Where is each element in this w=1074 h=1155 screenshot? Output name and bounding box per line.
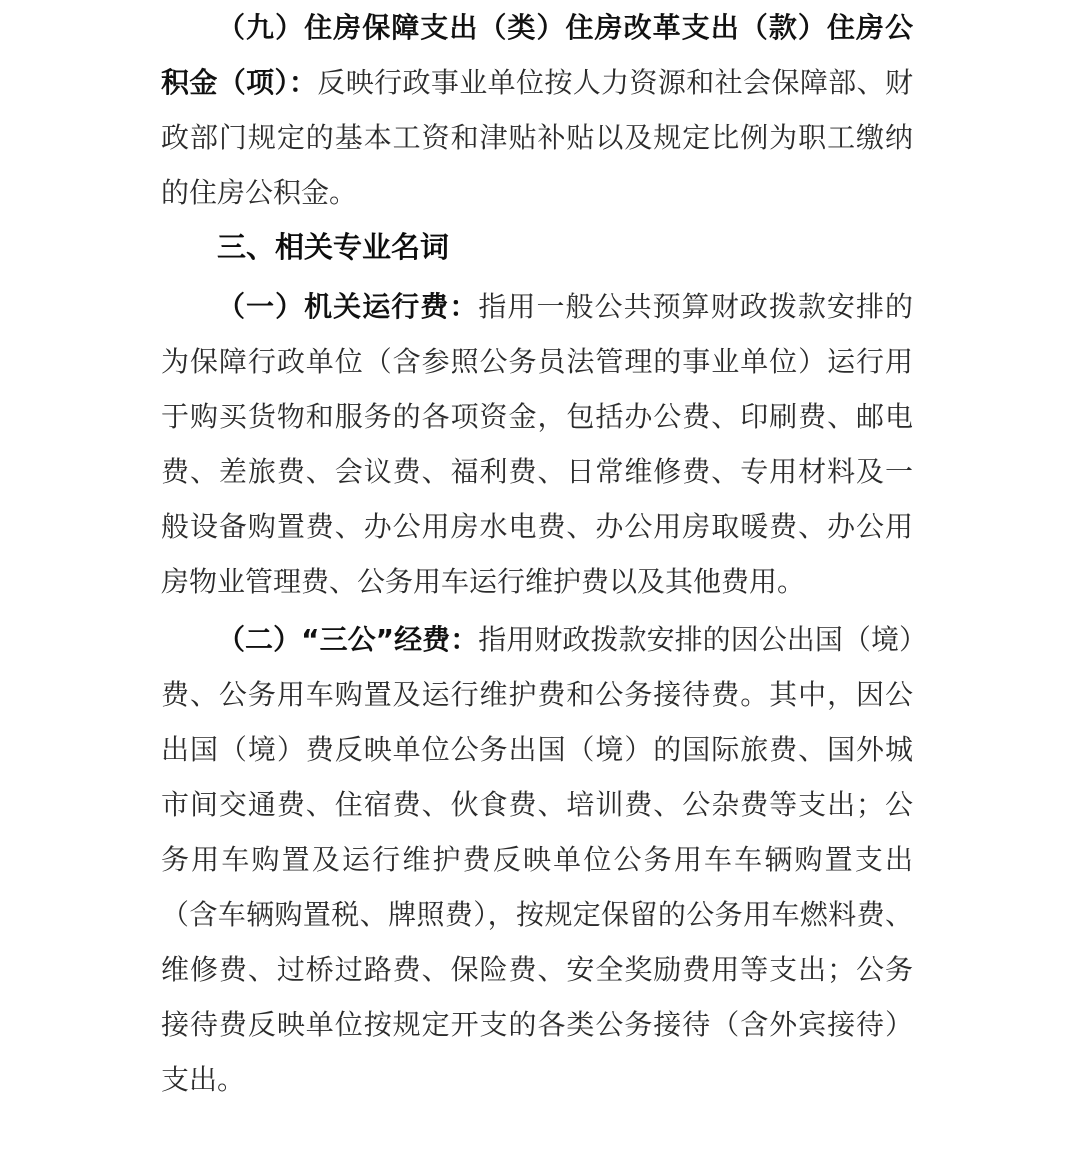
term-agency-operating-cost-body: 指用一般公共预算财政拨款安排的为保障行政单位（含参照公务员法管理的事业单位）运行用于购买货物和服务的各项资金，包括办公费、印刷费、邮电费、差旅费、会议费、福利费、日常维修费、专用材料及一般设备购置费、办公用房水电费、办公用房取暖费、办公用房物业管理费、公务用车运行维护费以及其他费用。	[161, 290, 913, 598]
term-three-public-expenses-body: 指用财政拨款安排的因公出国（境）费、公务用车购置及运行维护费和公务接待费。其中，因公出国（境）费反映单位公务出国（境）的国际旅费、国外城市间交通费、住宿费、伙食费、培训费、公杂费等支出；公务用车购置及运行维护费反映单位公务用车车辆购置支出（含车辆购置税、牌照费），按规定保留的公务用车燃料费、维修费、过桥过路费、保险费、安全奖励费用等支出；公务接待费反映单位按规定开支的各类公务接待（含外宾接待）支出。	[161, 623, 913, 1096]
paragraph-housing-body: 反映行政事业单位按人力资源和社会保障部、财政部门规定的基本工资和津贴补贴以及规定比例为职工缴纳的住房公积金。	[161, 66, 913, 209]
term-agency-operating-cost-lead: （一）机关运行费：	[217, 290, 479, 323]
document-content	[161, 0, 913, 1107]
term-three-public-expenses-lead: （二）“三公”经费：	[217, 623, 479, 656]
paragraph-term-three-public-expenses	[161, 612, 913, 1107]
paragraph-term-agency-operating-cost	[161, 279, 913, 609]
paragraph-housing-security	[161, 0, 913, 220]
section-heading-related-terms: 三、相关专业名词	[217, 230, 450, 264]
paragraph-housing-lead: （九）住房保障支出（类）住房改革支出（款）住房公积金（项）：	[161, 11, 913, 99]
